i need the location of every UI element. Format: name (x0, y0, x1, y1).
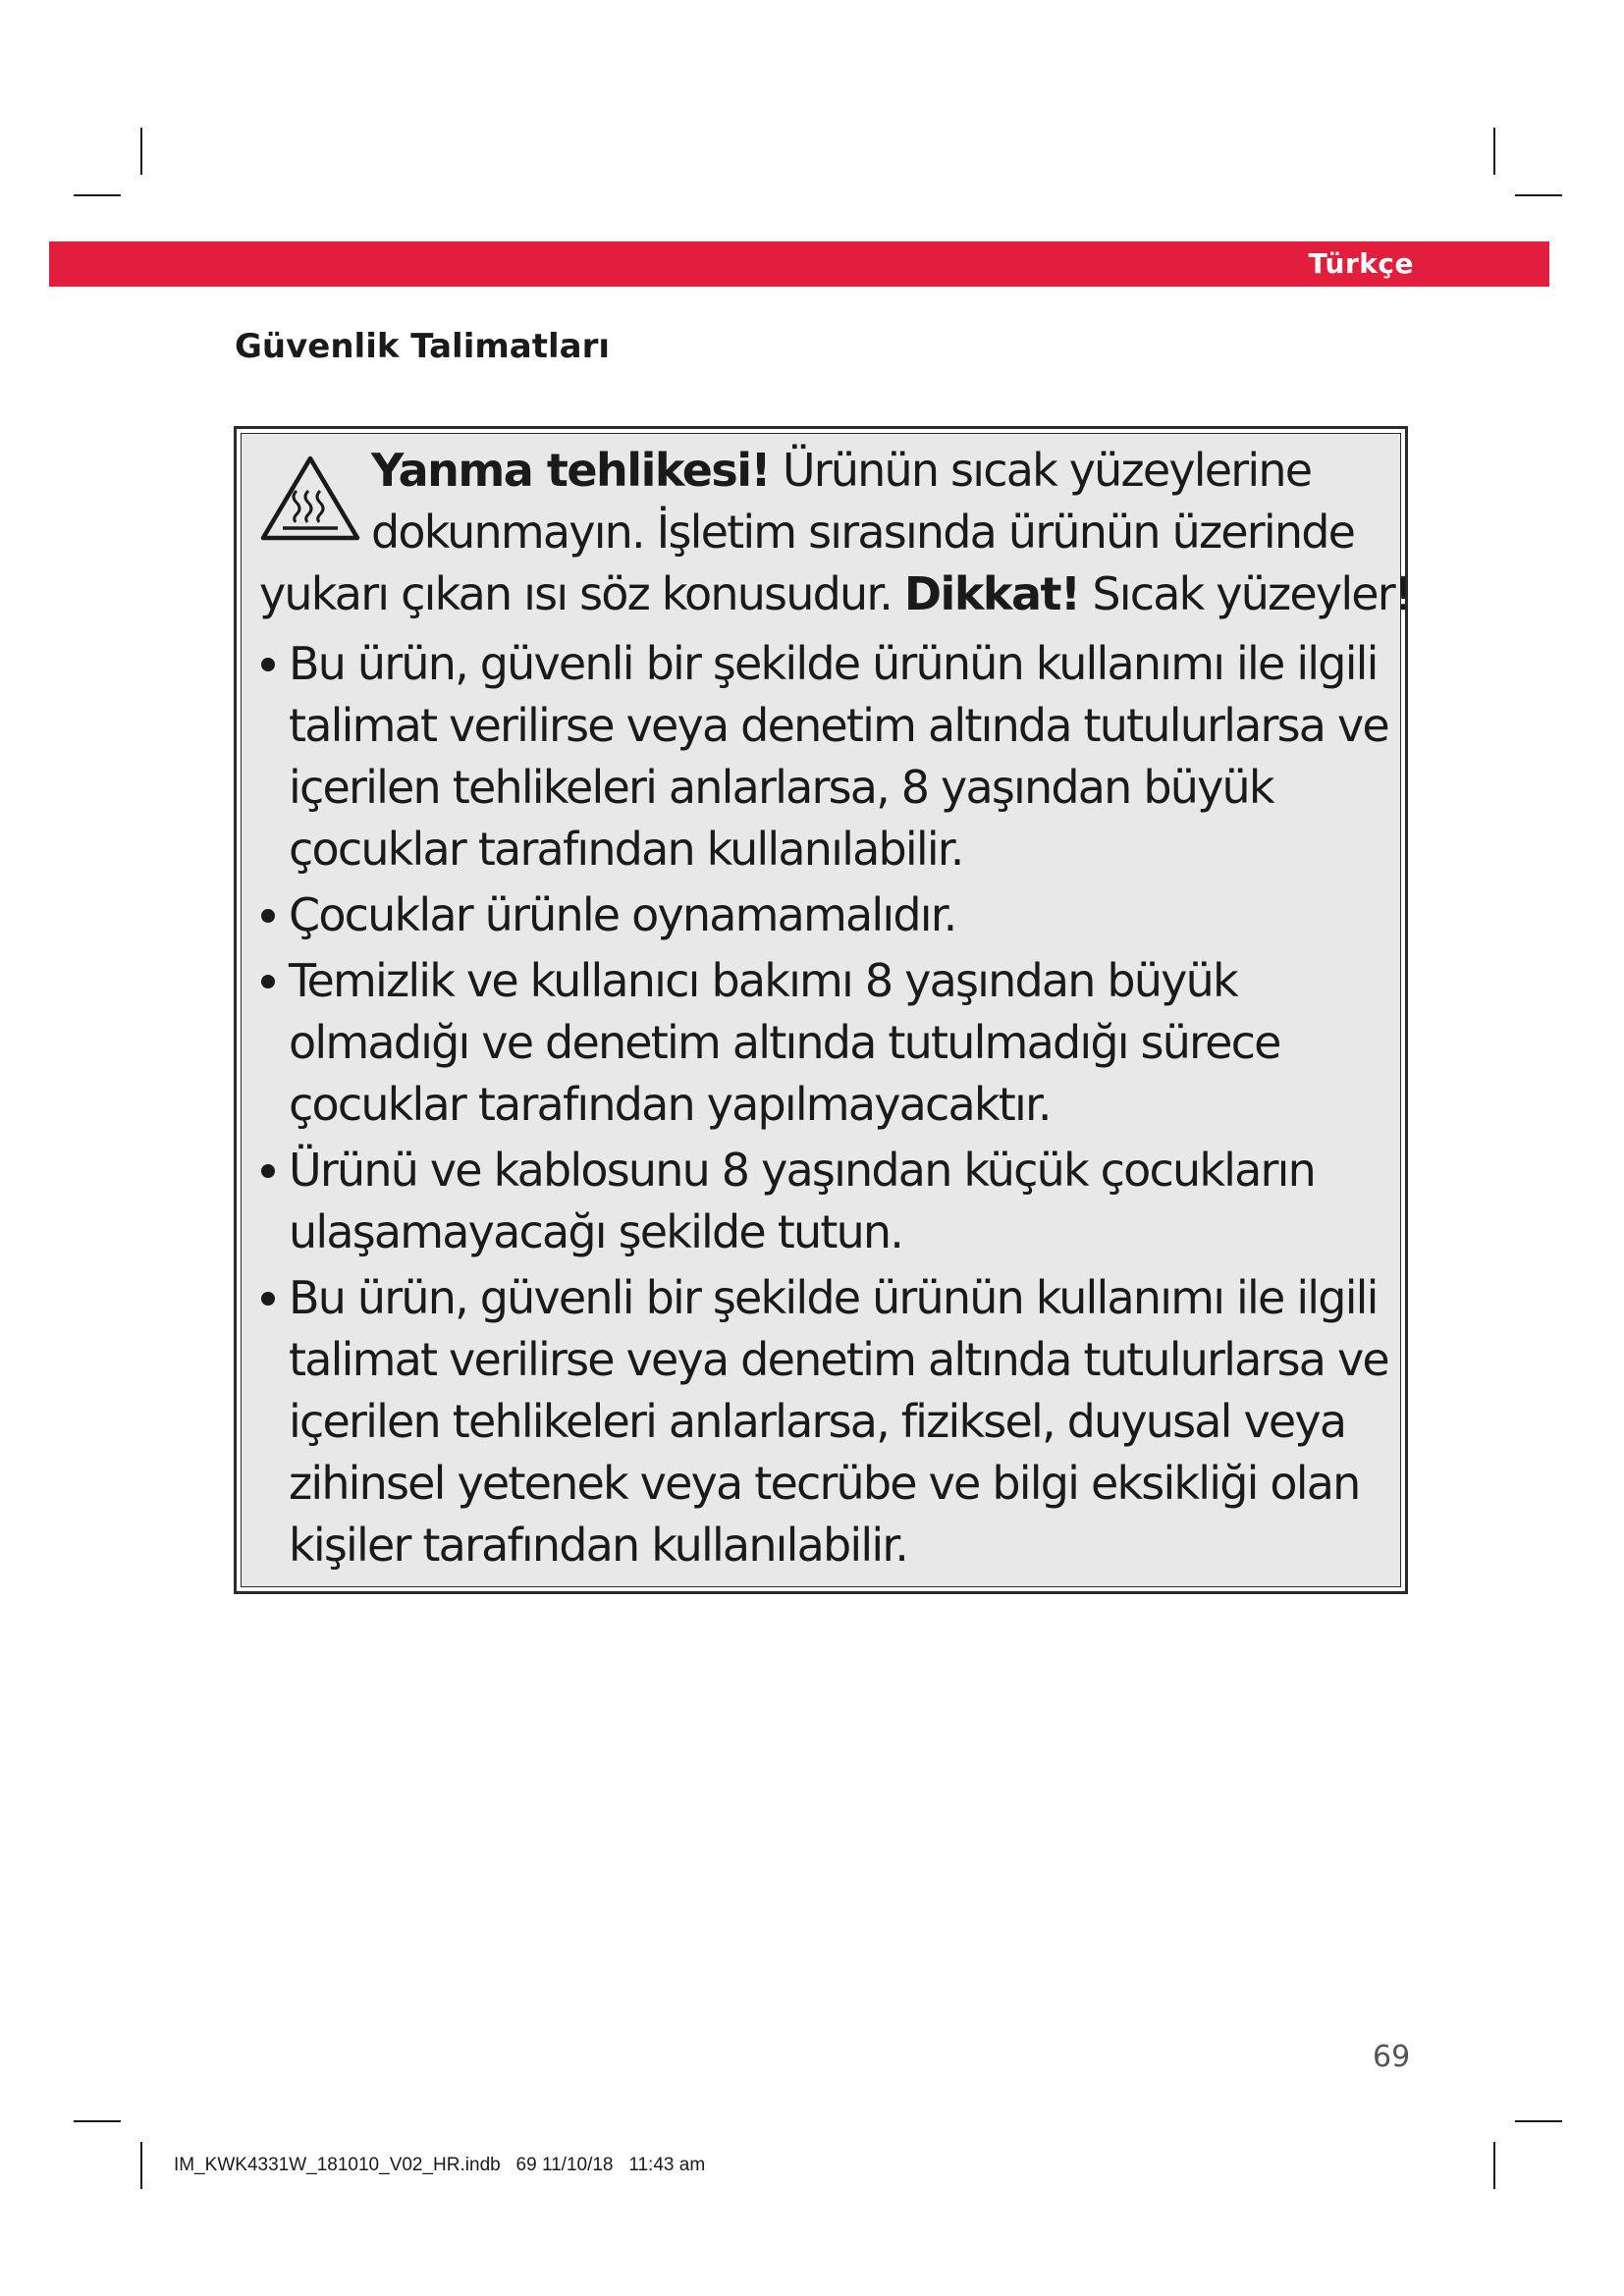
safety-bullet-list (259, 633, 1398, 1576)
crop-mark-bottom-left-vertical (140, 2142, 142, 2189)
crop-mark-bottom-right-horizontal (1515, 2120, 1562, 2122)
safety-bullet: Ürünü ve kablosunu 8 yaşından küçük çocukların ulaşamayacağı şekilde tutun. (259, 1140, 1398, 1263)
caution-label: Dikkat! (903, 567, 1080, 620)
warning-intro-line-2: dokunmayın. İşletim sırasında ürünün üzerinde (371, 506, 1355, 559)
warning-intro-line-3: yukarı çıkan ısı söz konusudur. Dikkat! Sıcak yüzeyler! (259, 567, 1411, 620)
warning-intro-line-1: Yanma tehlikesi! Ürünün sıcak yüzeylerine (371, 444, 1312, 497)
crop-mark-top-right-horizontal (1515, 194, 1562, 196)
print-file-info: IM_KWK4331W_181010_V02_HR.indb 69 11/10/18 11:43 am (174, 2155, 706, 2175)
safety-bullet: Temizlik ve kullanıcı bakımı 8 yaşından büyük olmadığı ve denetim altında tutulmadığı sürece çocuklar tarafından yapılmayacaktır. (259, 950, 1398, 1136)
page-number: 69 (1373, 2040, 1411, 2074)
warning-text (259, 440, 1411, 1580)
safety-bullet: Bu ürün, güvenli bir şekilde ürünün kullanımı ile ilgili talimat verilirse veya denetim altında tutulurlarsa ve içerilen tehlikeleri anlarlarsa, fiziksel, duyusal veya zihinsel yetenek veya tecrübe ve bilgi eksikliği olan kişiler tarafından kullanılabilir. (259, 1267, 1398, 1576)
header-bar (49, 241, 1549, 287)
warning-box-inner (241, 433, 1411, 1587)
safety-bullet: Bu ürün, güvenli bir şekilde ürünün kullanımı ile ilgili talimat verilirse veya denetim altında tutulurlarsa ve içerilen tehlikeleri anlarlarsa, 8 yaşından büyük çocuklar tarafından kullanılabilir. (259, 633, 1398, 881)
crop-mark-top-left-vertical (140, 128, 142, 175)
language-label: Türkçe (1308, 247, 1414, 280)
section-title: Güvenlik Talimatları (235, 327, 611, 366)
warning-box (234, 426, 1411, 1594)
burn-hazard-heading: Yanma tehlikesi! (371, 444, 771, 497)
crop-mark-top-left-horizontal (74, 194, 121, 196)
safety-bullet: Çocuklar ürünle oynamamalıdır. (259, 884, 1398, 946)
crop-mark-bottom-right-vertical (1493, 2142, 1495, 2189)
crop-mark-top-right-vertical (1493, 128, 1495, 175)
crop-mark-bottom-left-horizontal (74, 2120, 121, 2122)
